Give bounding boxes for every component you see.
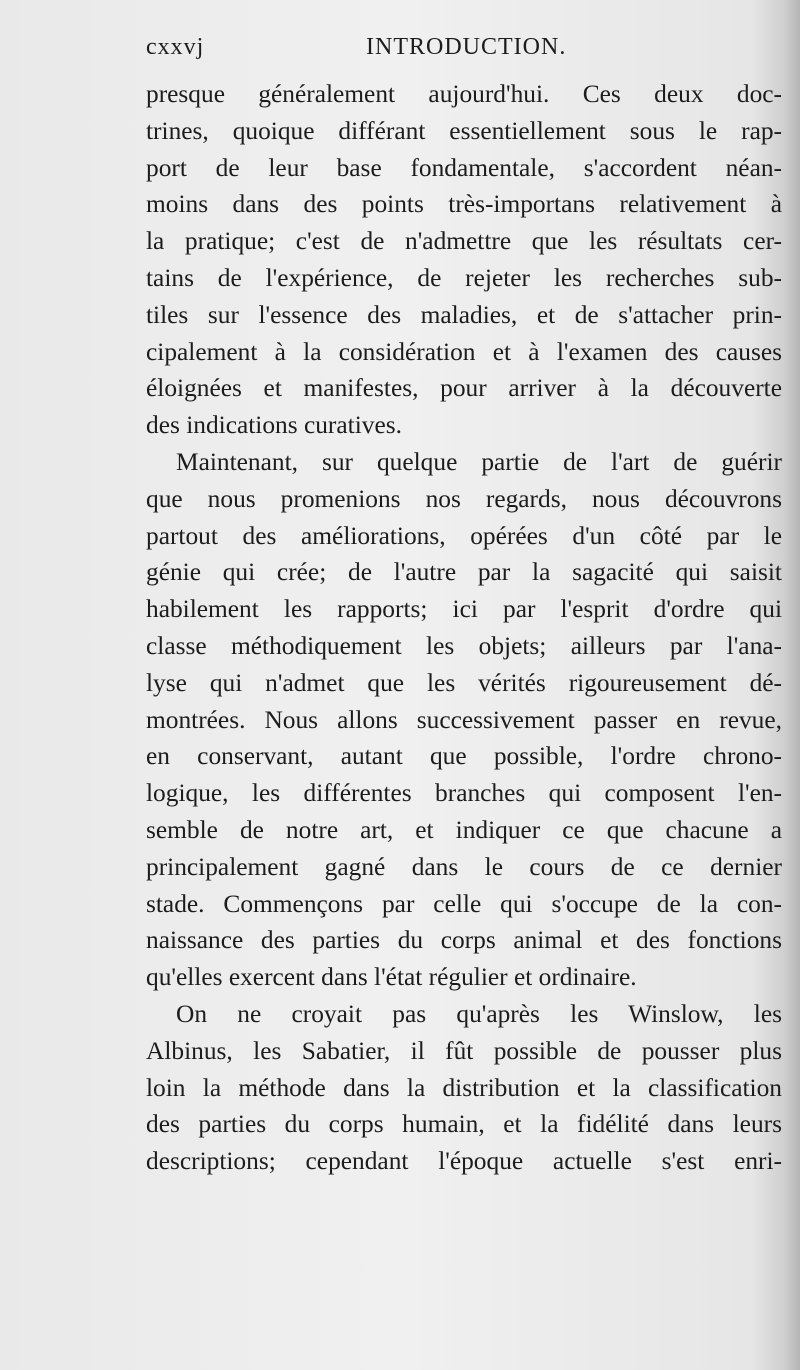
text-line: qu'elles exercent dans l'état régulier et ordinaire. xyxy=(146,963,637,992)
text-line: moins dans des points très-importans relativement à xyxy=(146,190,782,219)
text-line: stade. Commençons par celle qui s'occupe de la con- xyxy=(146,889,782,918)
text-line: que nous promenions nos regards, nous découvrons xyxy=(146,484,782,513)
page-number: cxxvj xyxy=(146,34,205,60)
text-line: des parties du corps humain, et la fidélité dans leurs xyxy=(146,1110,782,1139)
paragraph-3 xyxy=(146,996,782,1180)
text-line: la pratique; c'est de n'admettre que les résultats cer- xyxy=(146,227,782,256)
text-line: descriptions; cependant l'époque actuelle s'est enri- xyxy=(146,1147,782,1176)
running-head xyxy=(146,34,776,68)
body-text xyxy=(146,76,782,1180)
text-line: tiles sur l'essence des maladies, et de s'attacher prin- xyxy=(146,300,782,329)
text-line: loin la méthode dans la distribution et la classification xyxy=(146,1073,782,1102)
text-line: cipalement à la considération et à l'examen des causes xyxy=(146,337,782,366)
text-line: On ne croyait pas qu'après les Winslow, les xyxy=(176,999,782,1028)
text-line: éloignées et manifestes, pour arriver à la découverte xyxy=(146,374,782,403)
text-line: trines, quoique différant essentiellement sous le rap- xyxy=(146,116,782,145)
text-line: Maintenant, sur quelque partie de l'art de guérir xyxy=(176,447,782,476)
text-line: des indications curatives. xyxy=(146,411,402,440)
text-line: tains de l'expérience, de rejeter les recherches sub- xyxy=(146,263,782,292)
text-line: génie qui crée; de l'autre par la sagacité qui saisit xyxy=(146,558,782,587)
text-line: Albinus, les Sabatier, il fût possible de pousser plus xyxy=(146,1036,782,1065)
text-line: en conservant, autant que possible, l'ordre chrono- xyxy=(146,742,782,771)
text-line: lyse qui n'admet que les vérités rigoureusement dé- xyxy=(146,668,782,697)
text-line: naissance des parties du corps animal et des fonctions xyxy=(146,926,782,955)
text-line: montrées. Nous allons successivement passer en revue, xyxy=(146,705,782,734)
text-line: habilement les rapports; ici par l'esprit d'ordre qui xyxy=(146,595,782,624)
paragraph-1 xyxy=(146,76,782,444)
text-line: partout des améliorations, opérées d'un côté par le xyxy=(146,521,782,550)
text-line: port de leur base fondamentale, s'accordent néan- xyxy=(146,153,782,182)
text-line: classe méthodiquement les objets; ailleurs par l'ana- xyxy=(146,631,782,660)
text-line: presque généralement aujourd'hui. Ces deux doc- xyxy=(146,80,782,108)
text-line: logique, les différentes branches qui composent l'en- xyxy=(146,779,782,808)
text-line: principalement gagné dans le cours de ce dernier xyxy=(146,852,782,881)
text-line: semble de notre art, et indiquer ce que chacune a xyxy=(146,815,782,844)
paragraph-2 xyxy=(146,444,782,996)
header-title: INTRODUCTION. xyxy=(366,34,567,60)
